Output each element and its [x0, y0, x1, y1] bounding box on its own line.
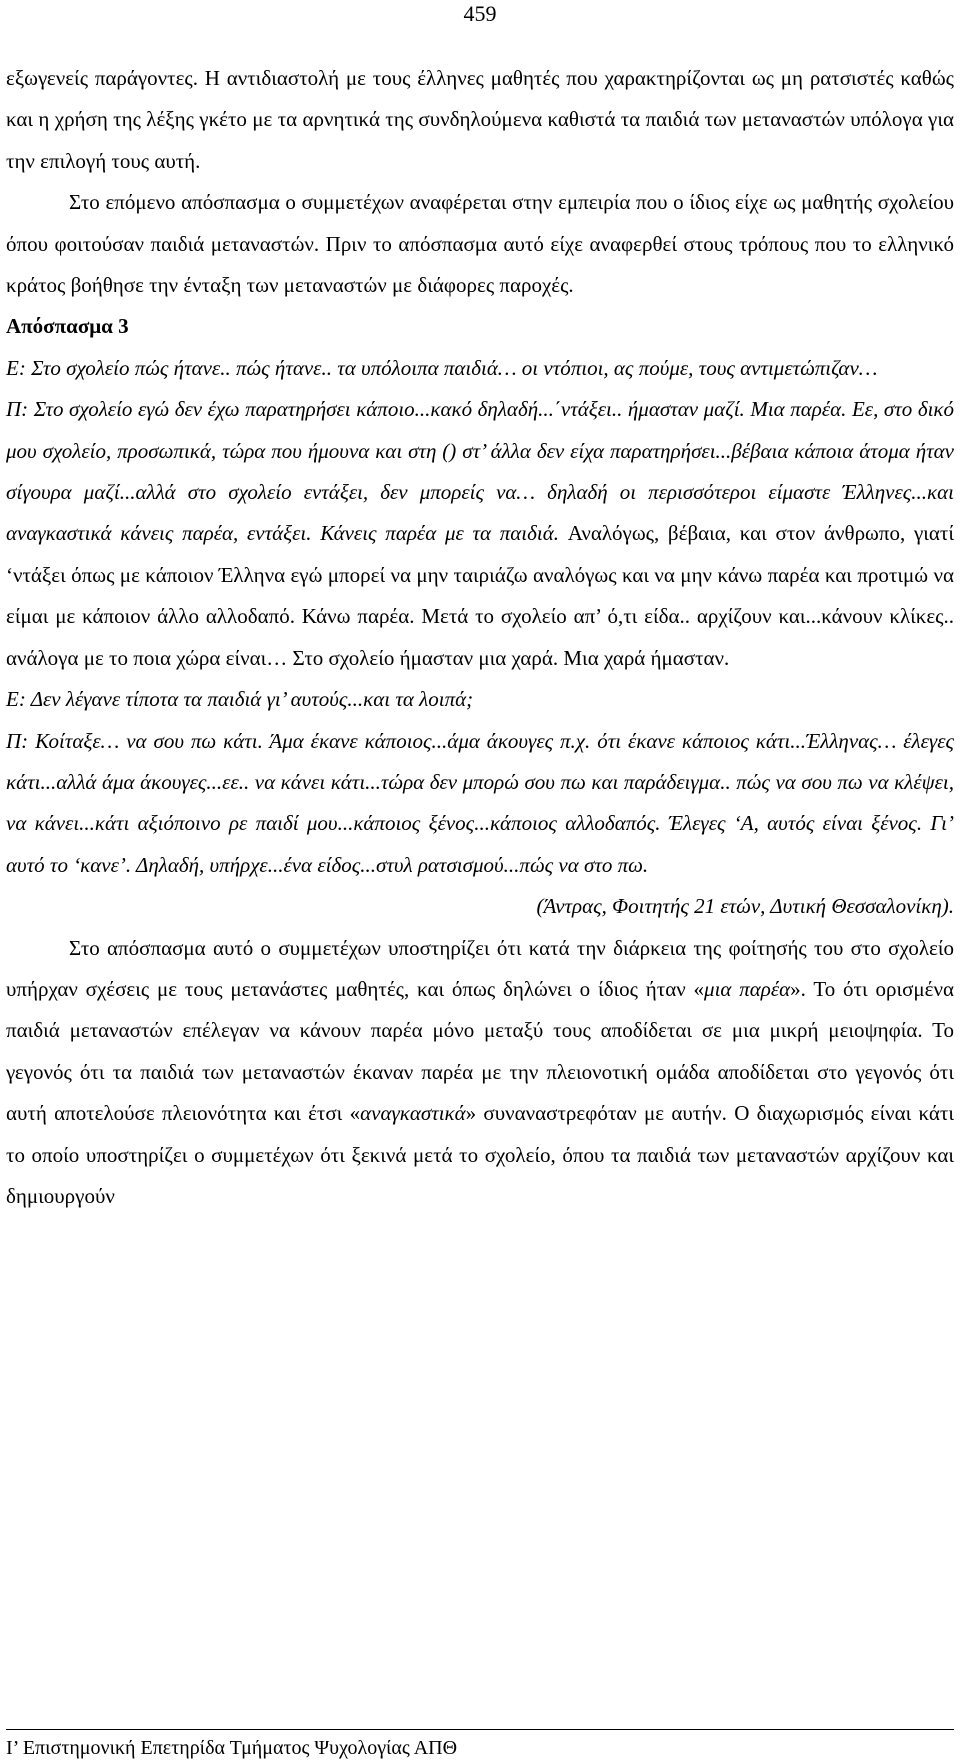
excerpt-heading: Απόσπασμα 3	[6, 314, 129, 339]
page-content	[6, 58, 954, 1217]
analysis-paragraph	[6, 928, 954, 1218]
participant-answer-1	[6, 389, 954, 679]
analysis-text-2: ». Το ότι ορισμένα παιδιά μεταναστών επέλεγαν να κάνουν παρέα μόνο μεταξύ τους αποδίδεται σε μια μικρή μειοψηφία. Το γεγονός ότι τα παιδιά των μεταναστών έκαναν παρέα με την πλειονοτική ομάδα αποδίδεται στο γεγονός ότι αυτή αποτελούσε πλειονότητα και έτσι «	[6, 976, 954, 1126]
answer-1-upright: Αναλόγως, βέβαια, και στον άνθρωπο, γιατί ‘ντάξει όπως με κάποιον Έλληνα εγώ μπορεί να μην ταιριάζω αναλόγως και να μην κάνω παρέα και προτιμώ να είμαι με κάποιον άλλο αλλοδαπό. Κάνω παρέα. Μετά το σχολείο απ’ ό,τι είδα.. αρχίζουν και...κάνουν κλίκες.. ανάλογα με το ποια χώρα είναι… Στο σχολείο ήμασταν μια χαρά. Μια χαρά ήμασταν.	[6, 521, 954, 670]
footer-text: Ι’ Επιστημονική Επετηρίδα Τμήματος Ψυχολογίας ΑΠΘ	[6, 1737, 458, 1759]
answer-1-italic: Π: Στο σχολείο εγώ δεν έχω παρατηρήσει κάποιο...κακό δηλαδή...΄ντάξει.. ήμασταν μαζί. Μια παρέα. Εε, στο δικό μου σχολείο, προσωπικά, τώρα που ήμουνα και στη () στ’ άλλα δεν είχα παρατηρήσει...βέβαια κάποια άτομα ήταν σίγουρα μαζί...αλλά στο σχολείο εντάξει, δεν μπορείς να… δηλαδή οι περισσότεροι είμαστε Έλληνες...και αναγκαστικά κάνεις παρέα, εντάξει. Κάνεις παρέα με τα παιδιά.	[6, 397, 954, 546]
page-footer	[0, 1729, 960, 1761]
quote-mia-parea: μια παρέα	[704, 976, 791, 1001]
interviewer-question-2: Ε: Δεν λέγανε τίποτα τα παιδιά γι’ αυτούς...και τα λοιπά;	[6, 687, 474, 712]
footer-rule	[6, 1729, 954, 1730]
analysis-text-1: Στο απόσπασμα αυτό ο συμμετέχων υποστηρίζει ότι κατά την διάρκεια της φοίτησής του στο σχολείο υπήρχαν σχέσεις με τους μετανάστες μαθητές, και όπως δηλώνει ο ίδιος ήταν «	[6, 935, 954, 1001]
excerpt-attribution: (Άντρας, Φοιτητής 21 ετών, Δυτική Θεσσαλονίκη).	[536, 894, 954, 919]
body-paragraph-1: εξωγενείς παράγοντες. Η αντιδιαστολή με τους έλληνες μαθητές που χαρακτηρίζονται ως μη ρατσιστές καθώς και η χρήση της λέξης γκέτο με τα αρνητικά της συνδηλούμενα καθιστά τα παιδιά των μεταναστών υπόλογα για την επιλογή τους αυτή.	[6, 66, 954, 173]
page-number: 459	[463, 1, 497, 26]
participant-answer-2: Π: Κοίταξε… να σου πω κάτι. Άμα έκανε κάποιος...άμα άκουγες π.χ. ότι έκανε κάποιος κάτι...Έλληνας… έλεγες κάτι...αλλά άμα άκουγες...εε.. να κάνει κάτι...τώρα δεν μπορώ σου πω και παράδειγμα.. πώς να σου πω να κλέψει, να κάνει...κάτι αξιόποινο ρε παιδί μου...κάποιος ξένος...κάποιος αλλοδαπός. Έλεγες ‘Α, αυτός είναι ξένος. Γι’ αυτό το ‘κανε’. Δηλαδή, υπήρχε...ένα είδος...στυλ ρατσισμού...πώς να στο πω.	[6, 728, 954, 877]
interviewer-question-1: Ε: Στο σχολείο πώς ήτανε.. πώς ήτανε.. τα υπόλοιπα παιδιά… οι ντόπιοι, ας πούμε, τους αντιμετώπιζαν…	[6, 355, 878, 380]
quote-anagkastika: αναγκαστικά	[360, 1101, 466, 1126]
body-paragraph-2: Στο επόμενο απόσπασμα ο συμμετέχων αναφέρεται στην εμπειρία που ο ίδιος είχε ως μαθητής σχολείου όπου φοιτούσαν παιδιά μεταναστών. Πριν το απόσπασμα αυτό είχε αναφερθεί στους τρόπους που το ελληνικό κράτος βοήθησε την ένταξη των μεταναστών με διάφορες παροχές.	[6, 190, 954, 298]
analysis-text-3: » συναναστρεφόταν με αυτήν. Ο διαχωρισμός είναι κάτι το οποίο υποστηρίζει ο συμμετέχων ότι ξεκινά μετά το σχολείο, όπου τα παιδιά των μεταναστών αρχίζουν και δημιουργούν	[6, 1101, 954, 1208]
